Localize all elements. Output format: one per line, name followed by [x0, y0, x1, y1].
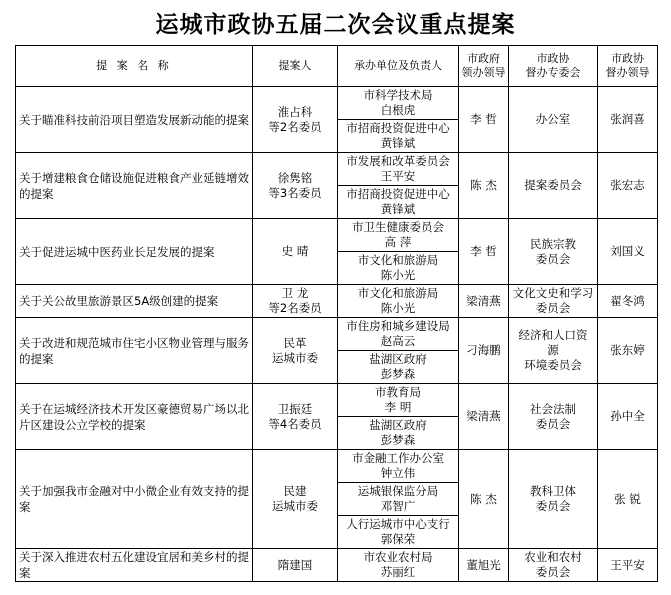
header-leader: 市政府 领办领导 — [459, 46, 509, 87]
cppcc-leader-cell: 刘国义 — [598, 219, 658, 285]
table-row — [16, 153, 658, 186]
host-unit-name: 市招商投资促进中心 — [346, 187, 450, 201]
committee-line: 委员会 — [535, 499, 571, 513]
cppcc-leader-cell: 张东婷 — [598, 318, 658, 384]
committee-cell — [509, 87, 598, 153]
host-unit-head: 苏丽红 — [380, 565, 416, 579]
committee-line: 委员会 — [535, 251, 571, 266]
host-unit-cell — [338, 516, 459, 549]
host-unit-name: 盐湖区政府 — [369, 418, 427, 432]
table-row — [16, 285, 658, 318]
host-unit-cell — [338, 87, 459, 120]
committee-line: 提案委员会 — [524, 178, 582, 192]
proposal-name-cell: 关于在运城经济技术开发区豪德贸易广场以北片区建设公立学校的提案 — [16, 384, 253, 450]
host-unit-cell — [338, 318, 459, 351]
government-leader-cell: 陈 杰 — [459, 153, 509, 219]
proposal-name-cell: 关于增建粮食仓储设施促进粮食产业延链增效的提案 — [16, 153, 253, 219]
government-leader-cell: 梁清燕 — [459, 285, 509, 318]
host-unit-head: 邓智广 — [380, 499, 416, 513]
proposal-name-cell: 关于深入推进农村五化建设宜居和美乡村的提案 — [16, 549, 253, 582]
host-unit-name: 市教育局 — [375, 385, 421, 399]
proposer-cell — [253, 318, 338, 384]
host-unit-cell — [338, 219, 459, 252]
committee-line: 农业和农村 — [524, 550, 582, 564]
proposer-line: 等2名委员 — [268, 301, 322, 315]
header-cppcc-leader: 市政协 督办领导 — [598, 46, 658, 87]
cppcc-leader-cell: 王平安 — [598, 549, 658, 582]
host-unit-head: 黄锋斌 — [380, 202, 416, 216]
committee-line: 委员会 — [535, 301, 571, 315]
proposer-cell — [253, 87, 338, 153]
cppcc-leader-cell: 孙中全 — [598, 384, 658, 450]
host-unit-head: 陈小光 — [380, 301, 416, 315]
proposer-line: 等4名委员 — [268, 416, 322, 431]
host-unit-head: 钟立伟 — [380, 466, 416, 480]
page-title: 运城市政协五届二次会议重点提案 — [155, 11, 516, 38]
cppcc-leader-cell: 翟冬鸿 — [598, 285, 658, 318]
table-header-row — [16, 46, 658, 87]
host-unit-head: 黄锋斌 — [380, 136, 416, 150]
table-row — [16, 87, 658, 120]
header-units: 承办单位及负责人 — [338, 46, 459, 87]
cppcc-leader-cell: 张 锐 — [598, 450, 658, 549]
cppcc-leader-cell: 张宏志 — [598, 153, 658, 219]
committee-cell — [509, 219, 598, 285]
host-unit-head: 彭梦森 — [380, 433, 416, 447]
host-unit-name: 运城银保监分局 — [357, 484, 439, 498]
host-unit-cell — [338, 549, 459, 582]
host-unit-cell — [338, 417, 459, 450]
host-unit-head: 赵高云 — [380, 334, 416, 348]
proposer-cell — [253, 219, 338, 285]
host-unit-cell — [338, 450, 459, 483]
proposer-cell — [253, 450, 338, 549]
committee-line: 经济和人口资 — [518, 328, 588, 342]
committee-cell — [509, 549, 598, 582]
committee-cell — [509, 153, 598, 219]
government-leader-cell: 李 哲 — [459, 219, 509, 285]
header-proposal-name: 提 案 名 称 — [16, 46, 253, 87]
proposer-line: 等2名委员 — [268, 119, 322, 134]
proposer-line: 民革 — [283, 335, 307, 350]
host-unit-name: 市金融工作办公室 — [352, 451, 444, 465]
proposer-cell — [253, 384, 338, 450]
host-unit-head: 李 明 — [384, 400, 412, 414]
table-row — [16, 318, 658, 351]
host-unit-cell — [338, 285, 459, 318]
host-unit-name: 市卫生健康委员会 — [352, 220, 444, 234]
committee-cell — [509, 285, 598, 318]
host-unit-head: 陈小光 — [380, 268, 416, 282]
host-unit-name: 市文化和旅游局 — [357, 253, 439, 267]
proposer-line: 等3名委员 — [268, 185, 322, 200]
host-unit-cell — [338, 186, 459, 219]
committee-line: 委员会 — [535, 565, 571, 579]
host-unit-name: 人行运城市中心支行 — [346, 517, 450, 531]
proposer-line: 民建 — [283, 484, 307, 498]
table-row — [16, 549, 658, 582]
host-unit-name: 市发展和改革委员会 — [346, 154, 450, 168]
proposer-cell — [253, 549, 338, 582]
committee-cell — [509, 384, 598, 450]
committee-line: 环境委员会 — [524, 358, 582, 372]
host-unit-name: 市文化和旅游局 — [357, 286, 439, 300]
table-row — [16, 450, 658, 483]
proposer-line: 卫 龙 — [281, 286, 309, 300]
government-leader-cell: 李 哲 — [459, 87, 509, 153]
committee-line: 社会法制 — [530, 401, 576, 416]
committee-line: 文化文史和学习 — [512, 286, 594, 300]
committee-cell — [509, 318, 598, 384]
proposer-line: 运城市委 — [272, 499, 318, 513]
proposal-name-cell: 关于改进和规范城市住宅小区物业管理与服务的提案 — [16, 318, 253, 384]
host-unit-head: 高 萍 — [384, 235, 412, 249]
government-leader-cell: 梁清燕 — [459, 384, 509, 450]
committee-line: 办公室 — [535, 112, 571, 126]
host-unit-cell — [338, 153, 459, 186]
cppcc-leader-cell: 张润喜 — [598, 87, 658, 153]
proposer-cell — [253, 153, 338, 219]
host-unit-head: 彭梦森 — [380, 367, 416, 381]
proposal-name-cell: 关于加强我市金融对中小微企业有效支持的提案 — [16, 450, 253, 549]
committee-line: 委员会 — [535, 416, 571, 431]
table-row — [16, 384, 658, 417]
host-unit-cell — [338, 351, 459, 384]
committee-line: 教科卫体 — [530, 484, 576, 498]
host-unit-name: 市科学技术局 — [363, 88, 433, 102]
proposer-cell — [253, 285, 338, 318]
proposer-line: 运城市委 — [272, 350, 318, 365]
host-unit-cell — [338, 483, 459, 516]
proposal-name-cell: 关于促进运城中医药业长足发展的提案 — [16, 219, 253, 285]
host-unit-head: 白根虎 — [380, 103, 416, 117]
proposals-table-body — [16, 87, 658, 582]
government-leader-cell: 董旭光 — [459, 549, 509, 582]
proposer-line: 隋建国 — [277, 557, 313, 572]
proposal-name-cell: 关于瞄准科技前沿项目塑造发展新动能的提案 — [16, 87, 253, 153]
host-unit-head: 郭保荣 — [380, 532, 416, 546]
host-unit-head: 王平安 — [380, 169, 416, 183]
host-unit-cell — [338, 384, 459, 417]
government-leader-cell: 刁海鹏 — [459, 318, 509, 384]
header-committee: 市政协 督办专委会 — [509, 46, 598, 87]
committee-line: 民族宗教 — [530, 236, 576, 251]
host-unit-name: 市招商投资促进中心 — [346, 121, 450, 135]
host-unit-name: 市农业农村局 — [363, 550, 433, 564]
host-unit-cell — [338, 252, 459, 285]
table-row — [16, 219, 658, 252]
proposer-line: 徐隽铭 — [277, 170, 313, 185]
proposer-line: 淮占科 — [277, 104, 313, 119]
header-proposer: 提案人 — [253, 46, 338, 87]
host-unit-name: 市住房和城乡建设局 — [346, 319, 450, 333]
proposer-line: 卫振廷 — [277, 401, 313, 416]
proposer-line: 史 晴 — [281, 244, 309, 258]
proposal-name-cell: 关于关公故里旅游景区5A级创建的提案 — [16, 285, 253, 318]
government-leader-cell: 陈 杰 — [459, 450, 509, 549]
committee-line: 源 — [547, 343, 559, 357]
host-unit-cell — [338, 120, 459, 153]
proposals-table — [15, 45, 658, 582]
committee-cell — [509, 450, 598, 549]
host-unit-name: 盐湖区政府 — [369, 352, 427, 366]
